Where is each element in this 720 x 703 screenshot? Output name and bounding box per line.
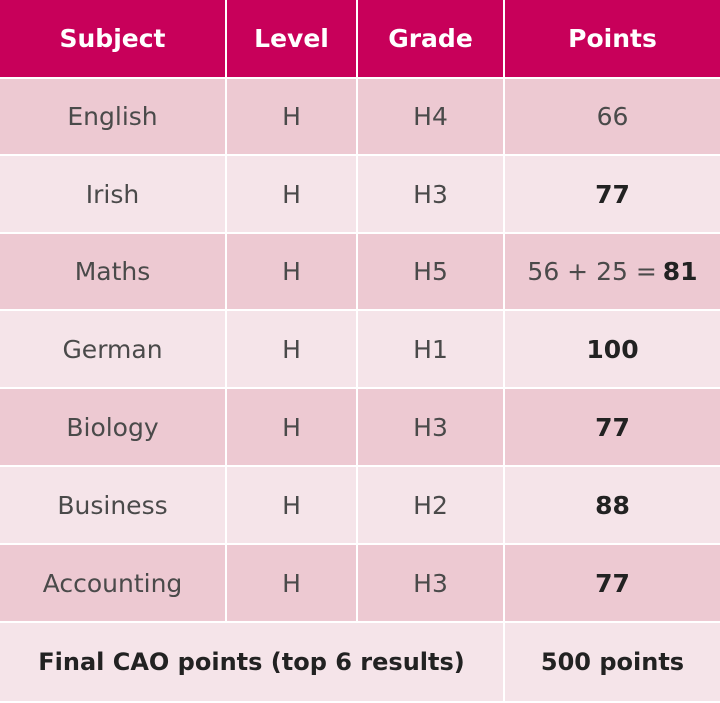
footer-label: Final CAO points (top 6 results) (0, 623, 505, 701)
points-value: 77 (595, 412, 630, 442)
cell-subject: Business (0, 467, 227, 545)
points-value: 66 (596, 102, 629, 131)
cell-grade: H3 (358, 156, 505, 234)
footer-total: 500 points (505, 623, 720, 701)
cell-subject: German (0, 311, 227, 389)
cell-subject: Biology (0, 389, 227, 467)
cell-points (505, 156, 720, 234)
cell-level: H (227, 545, 358, 623)
points-value: 81 (662, 257, 698, 286)
cell-level: H (227, 311, 358, 389)
points-value: 77 (595, 179, 630, 209)
cell-points (505, 467, 720, 545)
header-subject: Subject (0, 0, 227, 79)
cell-subject: Maths (0, 234, 227, 311)
cell-grade: H2 (358, 467, 505, 545)
cell-points (505, 311, 720, 389)
header-level: Level (227, 0, 358, 79)
cell-level: H (227, 467, 358, 545)
cell-grade: H3 (358, 389, 505, 467)
cell-grade: H1 (358, 311, 505, 389)
header-points: Points (505, 0, 720, 79)
points-value: 77 (595, 568, 630, 598)
header-grade: Grade (358, 0, 505, 79)
cell-subject: Accounting (0, 545, 227, 623)
cell-points (505, 545, 720, 623)
cell-level: H (227, 156, 358, 234)
cell-subject: Irish (0, 156, 227, 234)
cell-level: H (227, 234, 358, 311)
cell-points (505, 389, 720, 467)
cell-grade: H4 (358, 79, 505, 156)
points-value: 88 (595, 490, 630, 520)
points-calculation: 56 + 25 = (527, 257, 657, 286)
points-value: 100 (586, 334, 639, 364)
cell-points (505, 79, 720, 156)
cell-level: H (227, 79, 358, 156)
cell-points (505, 234, 720, 311)
cell-level: H (227, 389, 358, 467)
cell-grade: H5 (358, 234, 505, 311)
cell-grade: H3 (358, 545, 505, 623)
cell-subject: English (0, 79, 227, 156)
